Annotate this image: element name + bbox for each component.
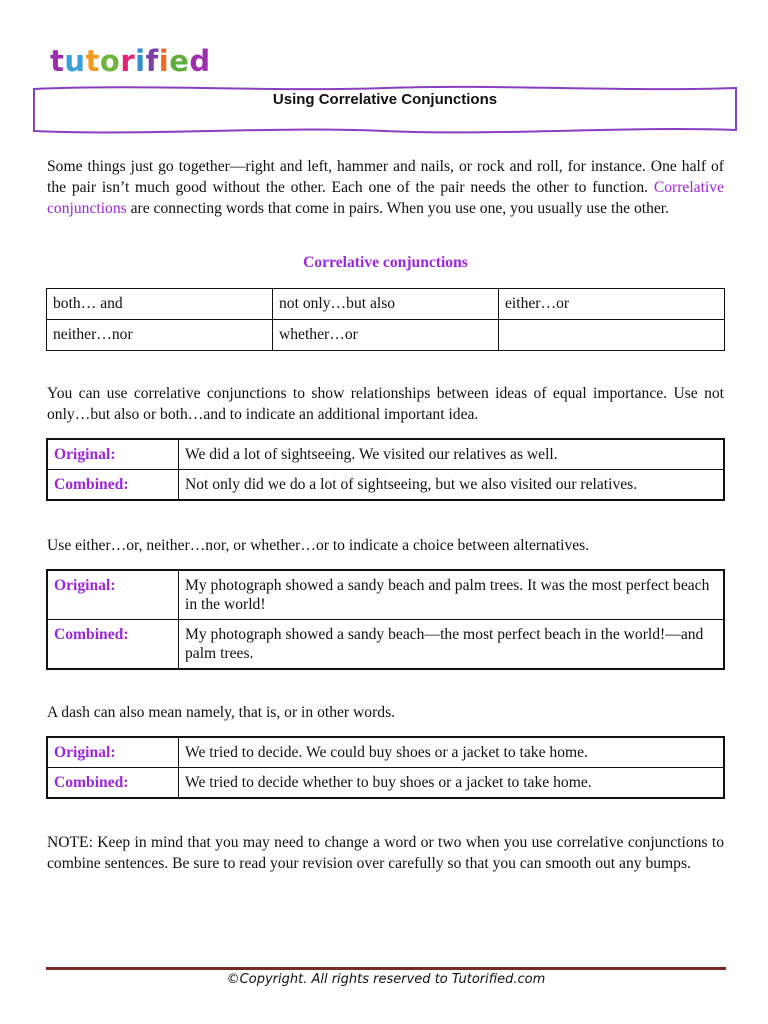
logo-letter: i bbox=[135, 44, 146, 78]
table-cell: not only…but also bbox=[273, 289, 499, 320]
combined-sentence: We tried to decide whether to buy shoes or a jacket to take home. bbox=[179, 768, 725, 799]
intro-highlight: Correlative conjunctions bbox=[47, 179, 724, 217]
tutorified-logo bbox=[50, 44, 211, 78]
table-cell bbox=[499, 320, 725, 351]
original-sentence: My photograph showed a sandy beach and palm trees. It was the most perfect beach in the world! bbox=[179, 570, 725, 620]
conjunctions-heading: Correlative conjunctions bbox=[303, 254, 468, 271]
example-table-1 bbox=[46, 438, 725, 501]
original-label: Original: bbox=[47, 570, 179, 620]
table-row bbox=[47, 620, 724, 670]
table-row bbox=[47, 289, 725, 320]
table-row bbox=[47, 439, 724, 470]
combined-sentence: Not only did we do a lot of sightseeing, but we also visited our relatives. bbox=[179, 470, 725, 501]
table-cell: both… and bbox=[47, 289, 273, 320]
original-sentence: We tried to decide. We could buy shoes or a jacket to take home. bbox=[179, 737, 725, 768]
combined-label: Combined: bbox=[47, 470, 179, 501]
logo-letter: t bbox=[50, 44, 65, 78]
logo-letter: f bbox=[145, 44, 159, 78]
choice-paragraph: Use either…or, neither…nor, or whether…or to indicate a choice between alternatives. bbox=[47, 537, 590, 554]
equal-importance-paragraph: You can use correlative conjunctions to show relationships between ideas of equal importance. Use not only…but also or both…and to indicate an additional important idea. bbox=[47, 385, 724, 423]
table-cell: either…or bbox=[499, 289, 725, 320]
page-title: Using Correlative Conjunctions bbox=[272, 91, 498, 108]
intro-text-2: are connecting words that come in pairs. When you use one, you usually use the other. bbox=[126, 200, 670, 217]
intro-paragraph bbox=[47, 156, 724, 219]
example-table-3 bbox=[46, 736, 725, 799]
logo-letter: d bbox=[189, 44, 211, 78]
table-row bbox=[47, 320, 725, 351]
dash-paragraph: A dash can also mean namely, that is, or in other words. bbox=[47, 704, 396, 721]
footer-divider bbox=[46, 967, 726, 970]
title-banner bbox=[30, 84, 740, 136]
table-cell: whether…or bbox=[273, 320, 499, 351]
table-row bbox=[47, 570, 724, 620]
original-label: Original: bbox=[47, 737, 179, 768]
original-sentence: We did a lot of sightseeing. We visited our relatives as well. bbox=[179, 439, 725, 470]
combined-label: Combined: bbox=[47, 620, 179, 670]
logo-letter: r bbox=[120, 44, 136, 78]
copyright-footer: ©Copyright. All rights reserved to Tutorified.com bbox=[226, 972, 546, 987]
original-label: Original: bbox=[47, 439, 179, 470]
conjunctions-table bbox=[46, 288, 725, 351]
logo-letter: u bbox=[64, 44, 86, 78]
table-row bbox=[47, 737, 724, 768]
intro-text-1: Some things just go together—right and left, hammer and nails, or rock and roll, for instance. One half of the pair isn’t much good without the other. Each one of the pair needs the other to function. bbox=[47, 158, 724, 196]
example-table-2 bbox=[46, 569, 725, 670]
logo-letter: e bbox=[169, 44, 190, 78]
logo-letter: t bbox=[85, 44, 100, 78]
logo-letter: o bbox=[99, 44, 121, 78]
table-row bbox=[47, 470, 724, 501]
note-paragraph: NOTE: Keep in mind that you may need to change a word or two when you use correlative conjunctions to combine sentences. Be sure to read your revision over carefully so that you can smooth out any bumps. bbox=[47, 834, 724, 872]
table-row bbox=[47, 768, 724, 799]
combined-label: Combined: bbox=[47, 768, 179, 799]
table-cell: neither…nor bbox=[47, 320, 273, 351]
combined-sentence: My photograph showed a sandy beach—the most perfect beach in the world!—and palm trees. bbox=[179, 620, 725, 670]
logo-letter: i bbox=[158, 44, 170, 78]
